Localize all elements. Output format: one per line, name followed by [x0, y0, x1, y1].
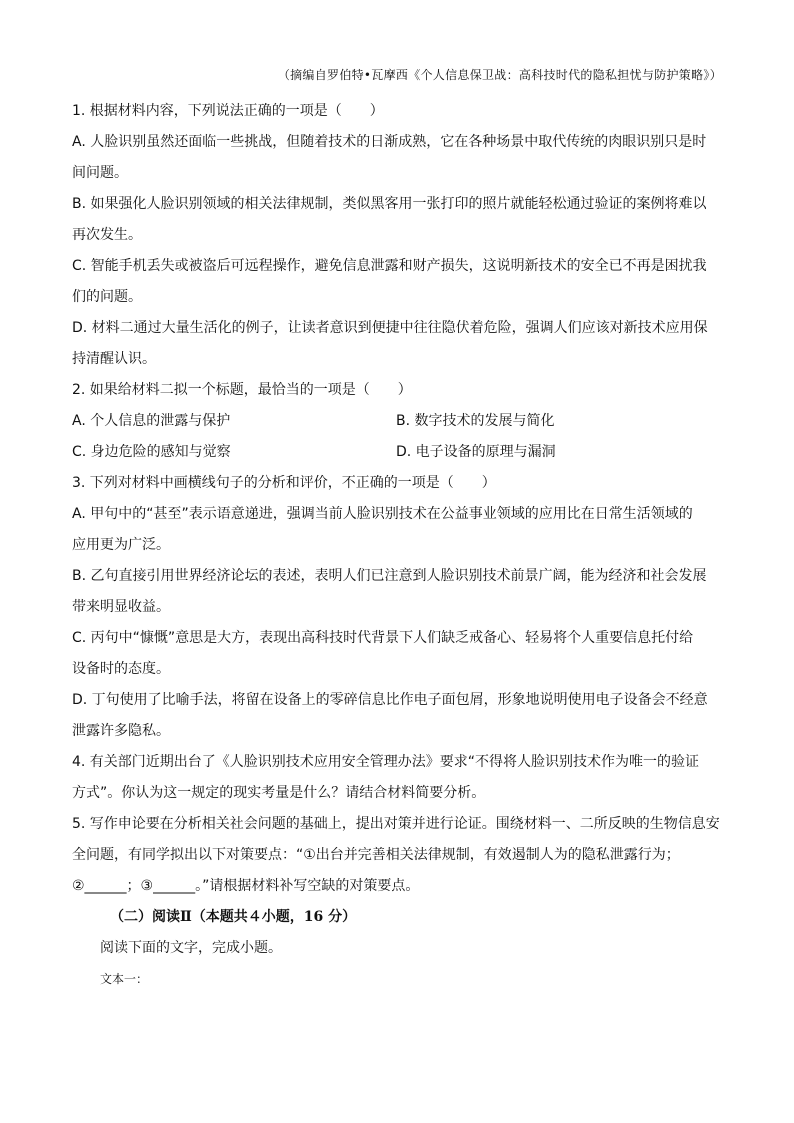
- q4-line2: 方式”。你认为这一规定的现实考量是什么？请结合材料简要分析。: [72, 785, 486, 801]
- q2-option-c: C. 身边危险的感知与觉察: [72, 444, 231, 460]
- section-heading: （二）阅读Ⅱ（本题共４小题，16 分）: [110, 909, 357, 925]
- questions-body: [72, 96, 720, 995]
- q1-stem: 1. 根据材料内容，下列说法正确的一项是（ ）: [72, 103, 384, 119]
- text-one-label: 文本一：: [100, 972, 149, 986]
- q1-option-d-line2: 持清醒认识。: [72, 351, 156, 367]
- q3-option-a-line2: 应用更为广泛。: [72, 537, 170, 553]
- q3-stem: 3. 下列对材料中画横线句子的分析和评价，不正确的一项是（ ）: [72, 475, 496, 491]
- q5-line1: 5. 写作申论要在分析相关社会问题的基础上，提出对策并进行论证。围绕材料一、二所反映的生物信息安: [72, 816, 720, 832]
- q4-line1: 4. 有关部门近期出台了《人脸识别技术应用安全管理办法》要求“不得将人脸识别技术作为唯一的验证: [72, 754, 700, 770]
- q2-stem: 2. 如果给材料二拟一个标题，最恰当的一项是（ ）: [72, 382, 412, 398]
- q1-option-c-line2: 们的问题。: [72, 289, 142, 305]
- q3-option-b-line2: 带来明显收益。: [72, 599, 170, 615]
- q1-option-a-line1: A. 人脸识别虽然还面临一些挑战，但随着技术的日渐成熟，它在各种场景中取代传统的肉眼识别只是时: [72, 134, 707, 150]
- q3-option-a-line1: A. 甲句中的“甚至”表示语意递进，强调当前人脸识别技术在公益事业领域的应用比在日常生活领域的: [72, 506, 693, 522]
- reading-instruction: 阅读下面的文字，完成小题。: [100, 940, 282, 956]
- q1-option-d-line1: D. 材料二通过大量生活化的例子，让读者意识到便捷中往往隐伏着危险，强调人们应该对新技术应用保: [72, 320, 708, 336]
- q2-option-a: A. 个人信息的泄露与保护: [72, 413, 231, 429]
- q3-option-b-line1: B. 乙句直接引用世界经济论坛的表述，表明人们已注意到人脸识别技术前景广阔，能为经济和社会发展: [72, 568, 707, 584]
- q2-options-row1: [72, 406, 720, 437]
- q2-option-d: D. 电子设备的原理与漏洞: [396, 444, 556, 460]
- q3-option-c-line1: C. 丙句中“慷慨”意思是大方，表现出高科技时代背景下人们缺乏戒备心、轻易将个人重要信息托付给: [72, 630, 694, 646]
- q2-options-row2: [72, 437, 720, 468]
- q3-option-d-line1: D. 丁句使用了比喻手法，将留在设备上的零碎信息比作电子面包屑，形象地说明使用电子设备会不经意: [72, 692, 708, 708]
- q2-option-b: B. 数字技术的发展与简化: [396, 413, 555, 429]
- q1-option-b-line2: 再次发生。: [72, 227, 142, 243]
- q5-line2: 全问题，有同学拟出以下对策要点：“①出台并完善相关法律规制，有效遏制人为的隐私泄露行为；: [72, 847, 680, 863]
- q3-option-d-line2: 泄露许多隐私。: [72, 723, 170, 739]
- q1-option-a-line2: 间问题。: [72, 165, 128, 181]
- q5-line3: ②______；③______。”请根据材料补写空缺的对策要点。: [72, 878, 420, 894]
- q1-option-c-line1: C. 智能手机丢失或被盗后可远程操作，避免信息泄露和财产损失，这说明新技术的安全已不再是困扰我: [72, 258, 707, 274]
- q3-option-c-line2: 设备时的态度。: [72, 661, 170, 677]
- q1-option-b-line1: B. 如果强化人脸识别领域的相关法律规制，类似黑客用一张打印的照片就能轻松通过验证的案例将难以: [72, 196, 707, 212]
- source-citation: （摘编自罗伯特•瓦摩西《个人信息保卫战：高科技时代的隐私担忧与防护策略》）: [277, 68, 722, 82]
